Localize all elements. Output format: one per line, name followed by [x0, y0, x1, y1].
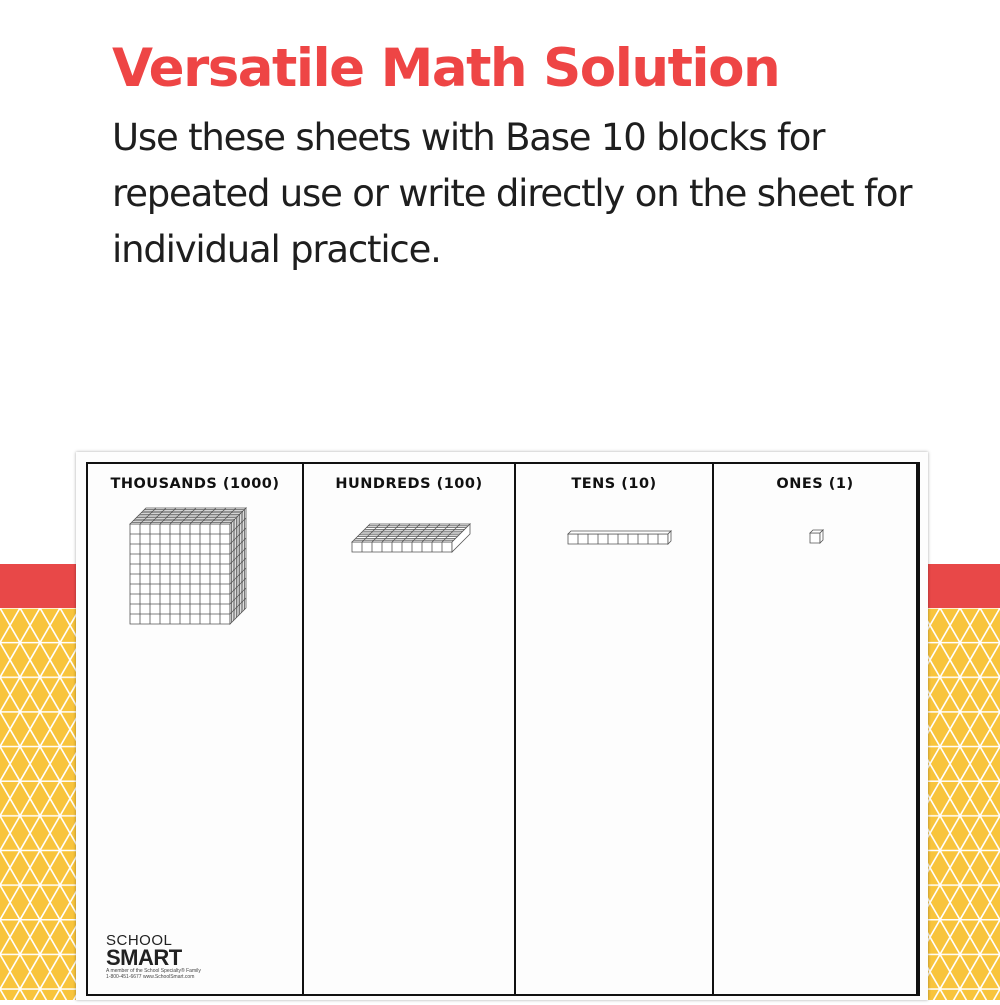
column-heading-hundreds: HUNDREDS (100) [335, 476, 483, 492]
column-heading-ones: ONES (1) [776, 476, 854, 492]
headline: Versatile Math Solution [112, 38, 780, 99]
column-heading-thousands: THOUSANDS (1000) [110, 476, 280, 492]
logo-line-1: SCHOOL [106, 932, 173, 949]
body-text: Use these sheets with Base 10 blocks for repeated use or write directly on the sheet for individual practice. [112, 116, 912, 271]
school-smart-logo [106, 934, 216, 980]
hundreds-flat-icon [350, 520, 476, 556]
column-hundreds [304, 464, 516, 994]
column-thousands [88, 464, 304, 994]
place-value-sheet [76, 452, 928, 1000]
column-ones [714, 464, 918, 994]
tens-rod-icon [566, 528, 676, 548]
logo-line-2: SMART [106, 945, 182, 970]
column-tens [516, 464, 714, 994]
column-heading-tens: TENS (10) [571, 476, 657, 492]
logo-fine-print-2: 1-800-451-6677 www.SchoolSmart.com [106, 974, 195, 980]
thousands-cube-icon [128, 504, 253, 629]
ones-unit-icon [808, 528, 828, 548]
logo-fine-print-1: A member of the School Specialty® Family [106, 968, 201, 974]
place-value-board [86, 462, 920, 996]
